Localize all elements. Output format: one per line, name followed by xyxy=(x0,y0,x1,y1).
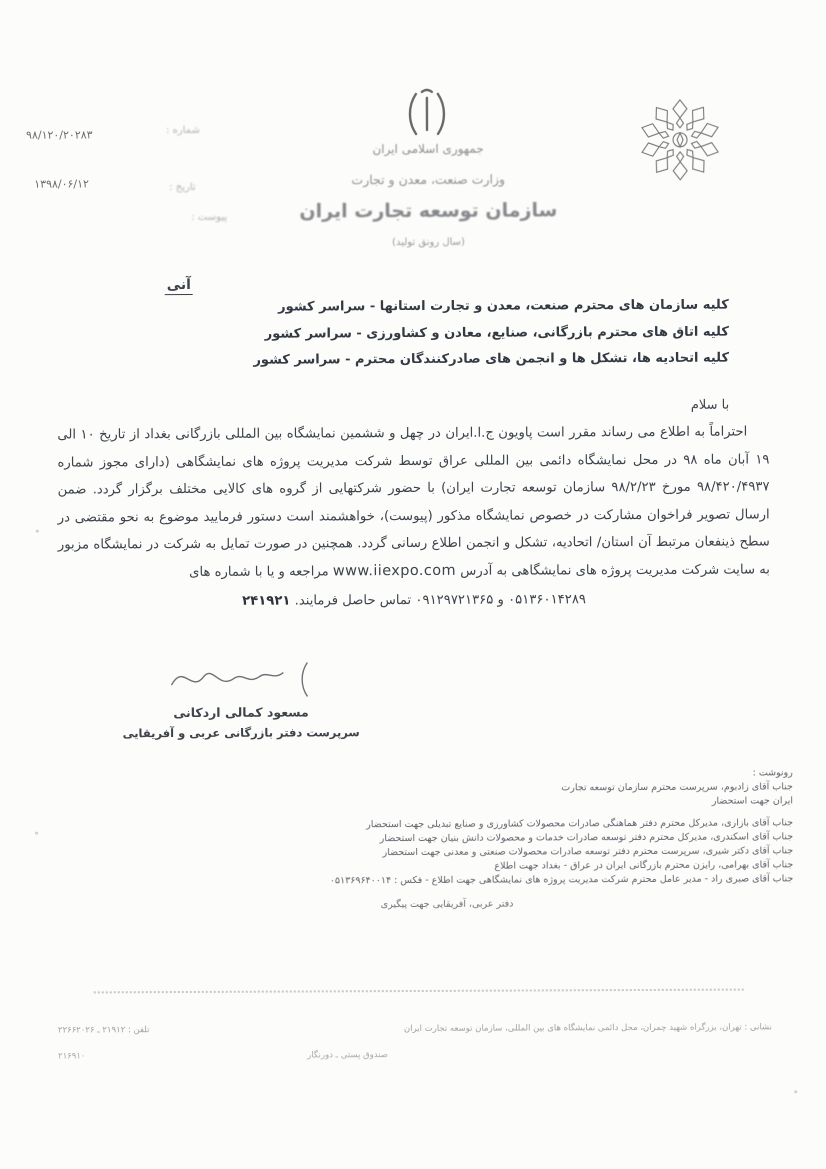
ref-attachment-label: پیوست : xyxy=(191,211,228,223)
cc-block xyxy=(41,766,794,890)
footer-address: نشانی : تهران، بزرگراه شهید چمران، محل دائمی نمایشگاه های بین المللی، سازمان توسعه تجارت ایران xyxy=(403,1022,772,1035)
ref-number-label: شماره : xyxy=(165,124,200,137)
body-segment-1: احتراماً به اطلاع می رساند مقرر است پاویون ج.ا.ایران در چهل و ششمین نمایشگاه بین المللی بازرگانی بغداد از تاریخ ۱۰ الی ۱۹ آبان ماه ۹۸ در محل نمایشگاه دائمی بین المللی عراق توسط شرکت مدیریت پروژه های نمایشگاهی (دارای مجوز شماره ۹۸/۴۲۰/۴۹۳۷ مورخ ۹۸/۲/۲۳ سازمان توسعه تجارت ایران) با حضور شرکتهایی از گروه های کالایی مختلف برگزار گردد. ضمن ارسال تصویر فراخوان مشارکت در خصوص نمایشگاه مذکور (پیوست)، خواهشمند است دستور فرمایید موضوع به نحو مقتضی در سطح ذینفعان مرتبط آن استان/ اتحادیه، تشکل و انجمن اطلاع رسانی گردد. همچنین در صورت تمایل به شرکت در نمایشگاه مزبور به سایت شرکت مدیریت پروژه های نمایشگاهی به آدرس xyxy=(57,424,770,579)
footer-line2-text: صندوق پستی ـ دورنگار xyxy=(307,1050,389,1061)
footer-line-2 xyxy=(58,1050,388,1061)
cc-line: جناب آقای صبری راد - مدیر عامل محترم شرکت مدیریت پروژه های نمایشگاهی جهت اطلاع - فکس : ۰۵۱۳۶۹۶۴۰۰۱۴ xyxy=(329,873,794,887)
phone-numbers-text: ۰۵۱۳۶۰۱۴۲۸۹ و ۰۹۱۲۹۷۲۱۳۶۵ تماس حاصل فرمایند. xyxy=(294,591,587,609)
footer-line-1 xyxy=(58,1022,772,1035)
signatory-name: مسعود کمالی اردکانی xyxy=(173,704,309,721)
letterhead-organization: سازمان توسعه تجارت ایران xyxy=(299,199,558,223)
iran-national-emblem-icon xyxy=(401,84,453,146)
body-text xyxy=(57,418,770,615)
cc-line: ایران جهت استحضار xyxy=(711,795,793,808)
cc-line: جناب آقای بهرامی، رایزن محترم بازرگانی ایران در عراق - بغداد جهت اطلاع xyxy=(494,859,794,872)
ref-date-label: تاریخ : xyxy=(169,181,196,194)
priority-label: آنی xyxy=(165,277,193,295)
handwritten-signature-icon xyxy=(161,652,321,705)
footer-phones: تلفن : ۲۱۹۱۲ ـ ۲۲۶۶۲۰۲۶ xyxy=(57,1025,150,1036)
body-paragraph xyxy=(57,418,770,587)
body-segment-2: مراجعه و یا با شماره های xyxy=(189,564,333,580)
signatory-title: سرپرست دفتر بازرگانی عربی و آفریقایی xyxy=(122,725,360,741)
recipient-line: کلیه اتاق های محترم بازرگانی، صنایع، معادن و کشاورزی - سراسر کشور xyxy=(264,324,729,342)
ref-date-value: ۱۳۹۸/۰۶/۱۲ xyxy=(34,177,89,191)
recipient-line: کلیه سازمان های محترم صنعت، معدن و تجارت استانها - سراسر کشور xyxy=(278,297,729,315)
letterhead-slogan: (سال رونق تولید) xyxy=(392,236,465,249)
cc-line: جناب آقای بازاری، مدیرکل محترم دفتر هماهنگی صادرات محصولات کشاورزی و صنایع تبدیلی جهت استحضار xyxy=(366,816,794,830)
phone-line xyxy=(58,585,770,616)
cc-line: جناب آقای زادبوم، سرپرست محترم سازمان توسعه تجارت xyxy=(561,781,793,794)
cc-label: رونوشت : xyxy=(752,767,793,779)
ref-number-value: ۹۸/۱۲۰/۲۰۲۸۳ xyxy=(26,128,93,142)
body-website-url: www.iiexpo.com xyxy=(332,562,457,580)
scan-speck xyxy=(36,530,39,533)
recipient-line: کلیه اتحادیه ها، تشکل ها و انجمن های صادرکنندگان محترم - سراسر کشور xyxy=(253,350,730,368)
cc-last-line: دفتر عربی، آفریقایی جهت پیگیری xyxy=(380,898,514,911)
scan-speck xyxy=(794,1090,797,1093)
recipients-block xyxy=(253,293,729,375)
letterhead xyxy=(248,141,608,249)
ornamental-rosette-icon xyxy=(632,95,728,189)
signature-block xyxy=(103,652,378,740)
cc-line: جناب آقای اسکندری، مدیرکل محترم دفتر توسعه صادرات خدمات و محصولات دانش بنیان جهت استحضار xyxy=(379,831,794,844)
letterhead-country: جمهوری اسلامی ایران xyxy=(372,141,484,157)
salutation: با سلام xyxy=(690,397,730,413)
letterhead-ministry: وزارت صنعت، معدن و تجارت xyxy=(351,171,506,188)
scan-speck xyxy=(35,832,38,835)
stamp-number: ۲۴۱۹۲۱ xyxy=(242,593,291,609)
cc-line: جناب آقای دکتر شیری، سرپرست محترم دفتر توسعه صادرات محصولات صنعتی و معدنی جهت استحضار xyxy=(382,845,794,859)
footer-line2-code: ۲۱۶۹۱۰ xyxy=(58,1051,86,1062)
footer-dotted-separator xyxy=(94,989,744,994)
